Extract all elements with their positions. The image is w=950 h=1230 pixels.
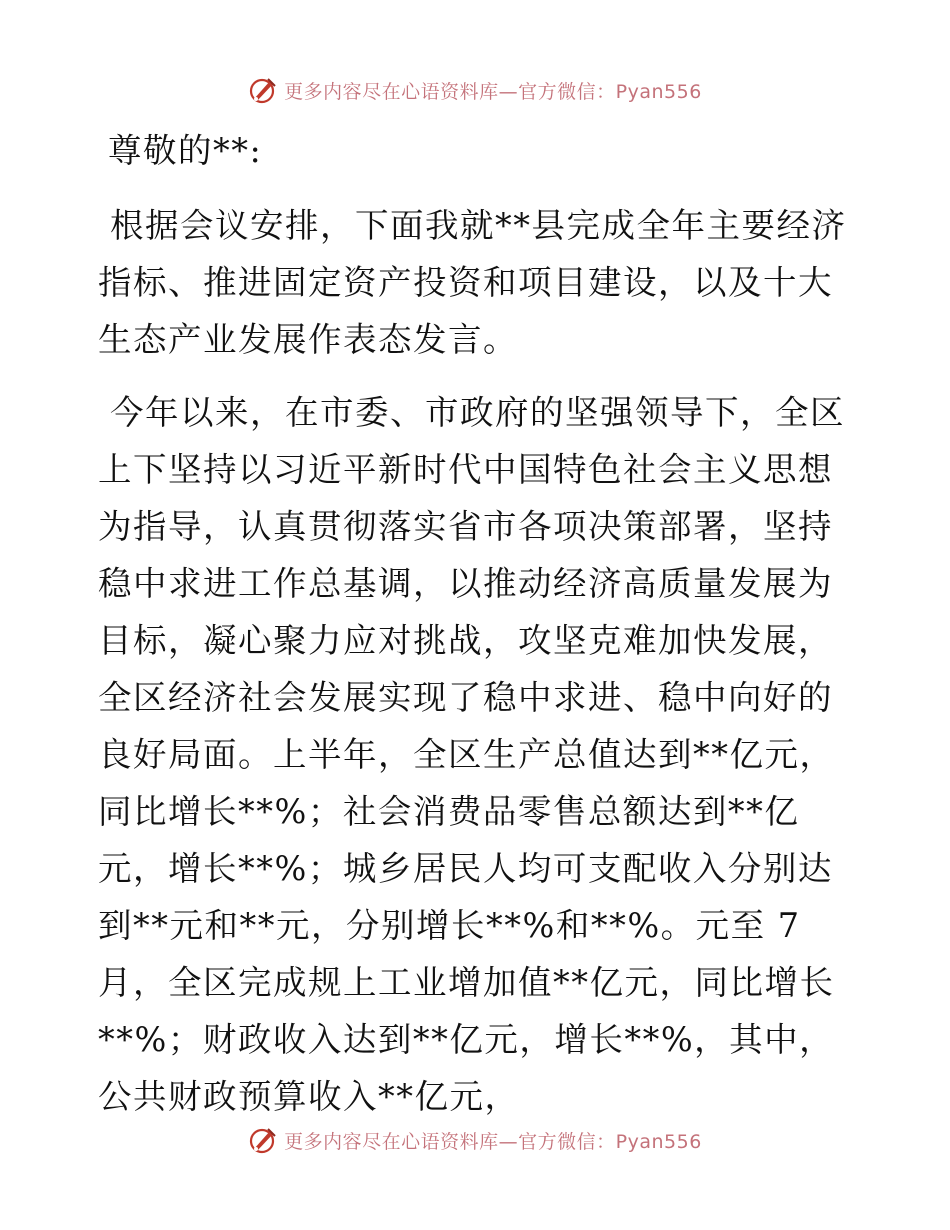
document-body — [98, 122, 850, 1125]
quill-logo-icon — [248, 1125, 278, 1155]
header-watermark-text: 更多内容尽在心语资料库—官方微信：Pyan556 — [284, 80, 702, 103]
paragraph-intro: 根据会议安排，下面我就**县完成全年主要经济指标、推进固定资产投资和项目建设，以及十大生态产业发展作表态发言。 — [98, 206, 847, 359]
quill-logo-icon — [248, 75, 278, 105]
footer-watermark-banner — [0, 1120, 950, 1160]
salutation: 尊敬的**: — [108, 131, 263, 170]
footer-watermark-text: 更多内容尽在心语资料库—官方微信：Pyan556 — [284, 1130, 702, 1153]
paragraph-economy: 今年以来，在市委、市政府的坚强领导下，全区上下坚持以习近平新时代中国特色社会主义思想为指导，认真贯彻落实省市各项决策部署，坚持稳中求进工作总基调，以推动经济高质量发展为目标，凝心聚力应对挑战，攻坚克难加快发展，全区经济社会发展实现了稳中求进、稳中向好的良好局面。上半年，全区生产总值达到**亿元，同比增长**%；社会消费品零售总额达到**亿元，增长**%；城乡居民人均可支配收入分别达到**元和**元，分别增长**%和**%。元至 7 月，全区完成规上工业增加值**亿元，同比增长**%；财政收入达到**亿元，增长**%，其中，公共财政预算收入**亿元， — [98, 393, 845, 1116]
header-watermark-banner — [0, 70, 950, 110]
